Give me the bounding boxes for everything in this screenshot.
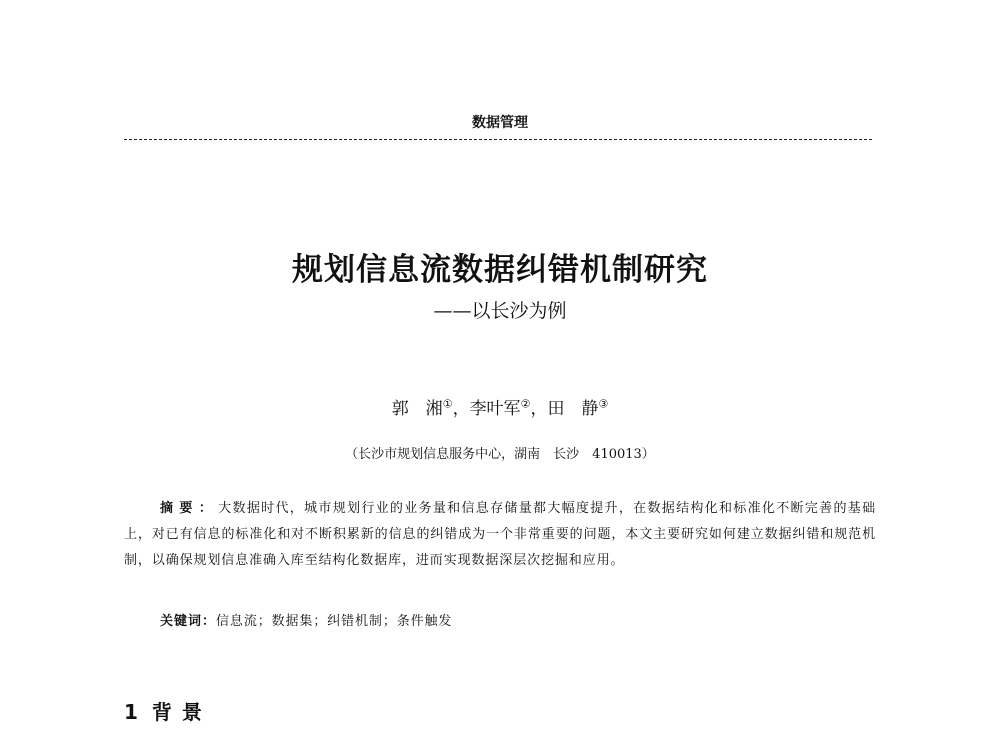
author-name: 李叶军 — [469, 399, 521, 419]
section-number: 1 — [124, 700, 138, 724]
author-separator: ， — [452, 399, 470, 419]
author-mark: ② — [520, 397, 531, 411]
abstract-text: 大数据时代，城市规划行业的业务量和信息存储量都大幅度提升，在数据结构化和标准化不断完善的基础上，对已有信息的标准化和对不断积累新的信息的纠错成为一个非常重要的问题，本文主要研究如何建立数据纠错和规范机制，以确保规划信息准确入库至结构化数据库，进而实现数据深层次挖掘和应用。 — [124, 501, 876, 568]
keywords-text: 信息流；数据集；纠错机制；条件触发 — [216, 614, 453, 629]
header-rule — [124, 139, 872, 140]
affiliation: （长沙市规划信息服务中心，湖南 长沙 410013） — [345, 447, 655, 462]
section-heading — [124, 696, 212, 725]
keywords — [160, 610, 876, 629]
section-title: 背景 — [151, 700, 212, 724]
paper-title: 规划信息流数据纠错机制研究 — [292, 252, 708, 288]
author-name: 郭 湘 — [391, 399, 443, 419]
paper-subtitle: ——以长沙为例 — [433, 300, 567, 322]
author-name: 田 静 — [547, 399, 599, 419]
abstract-label: 摘要： — [160, 501, 219, 516]
author-mark: ① — [442, 397, 453, 411]
abstract — [124, 496, 876, 574]
keywords-label: 关键词： — [160, 614, 217, 629]
author-list — [0, 394, 1000, 419]
author-mark: ③ — [598, 397, 609, 411]
author-separator: ， — [530, 399, 548, 419]
running-header: 数据管理 — [472, 115, 528, 131]
